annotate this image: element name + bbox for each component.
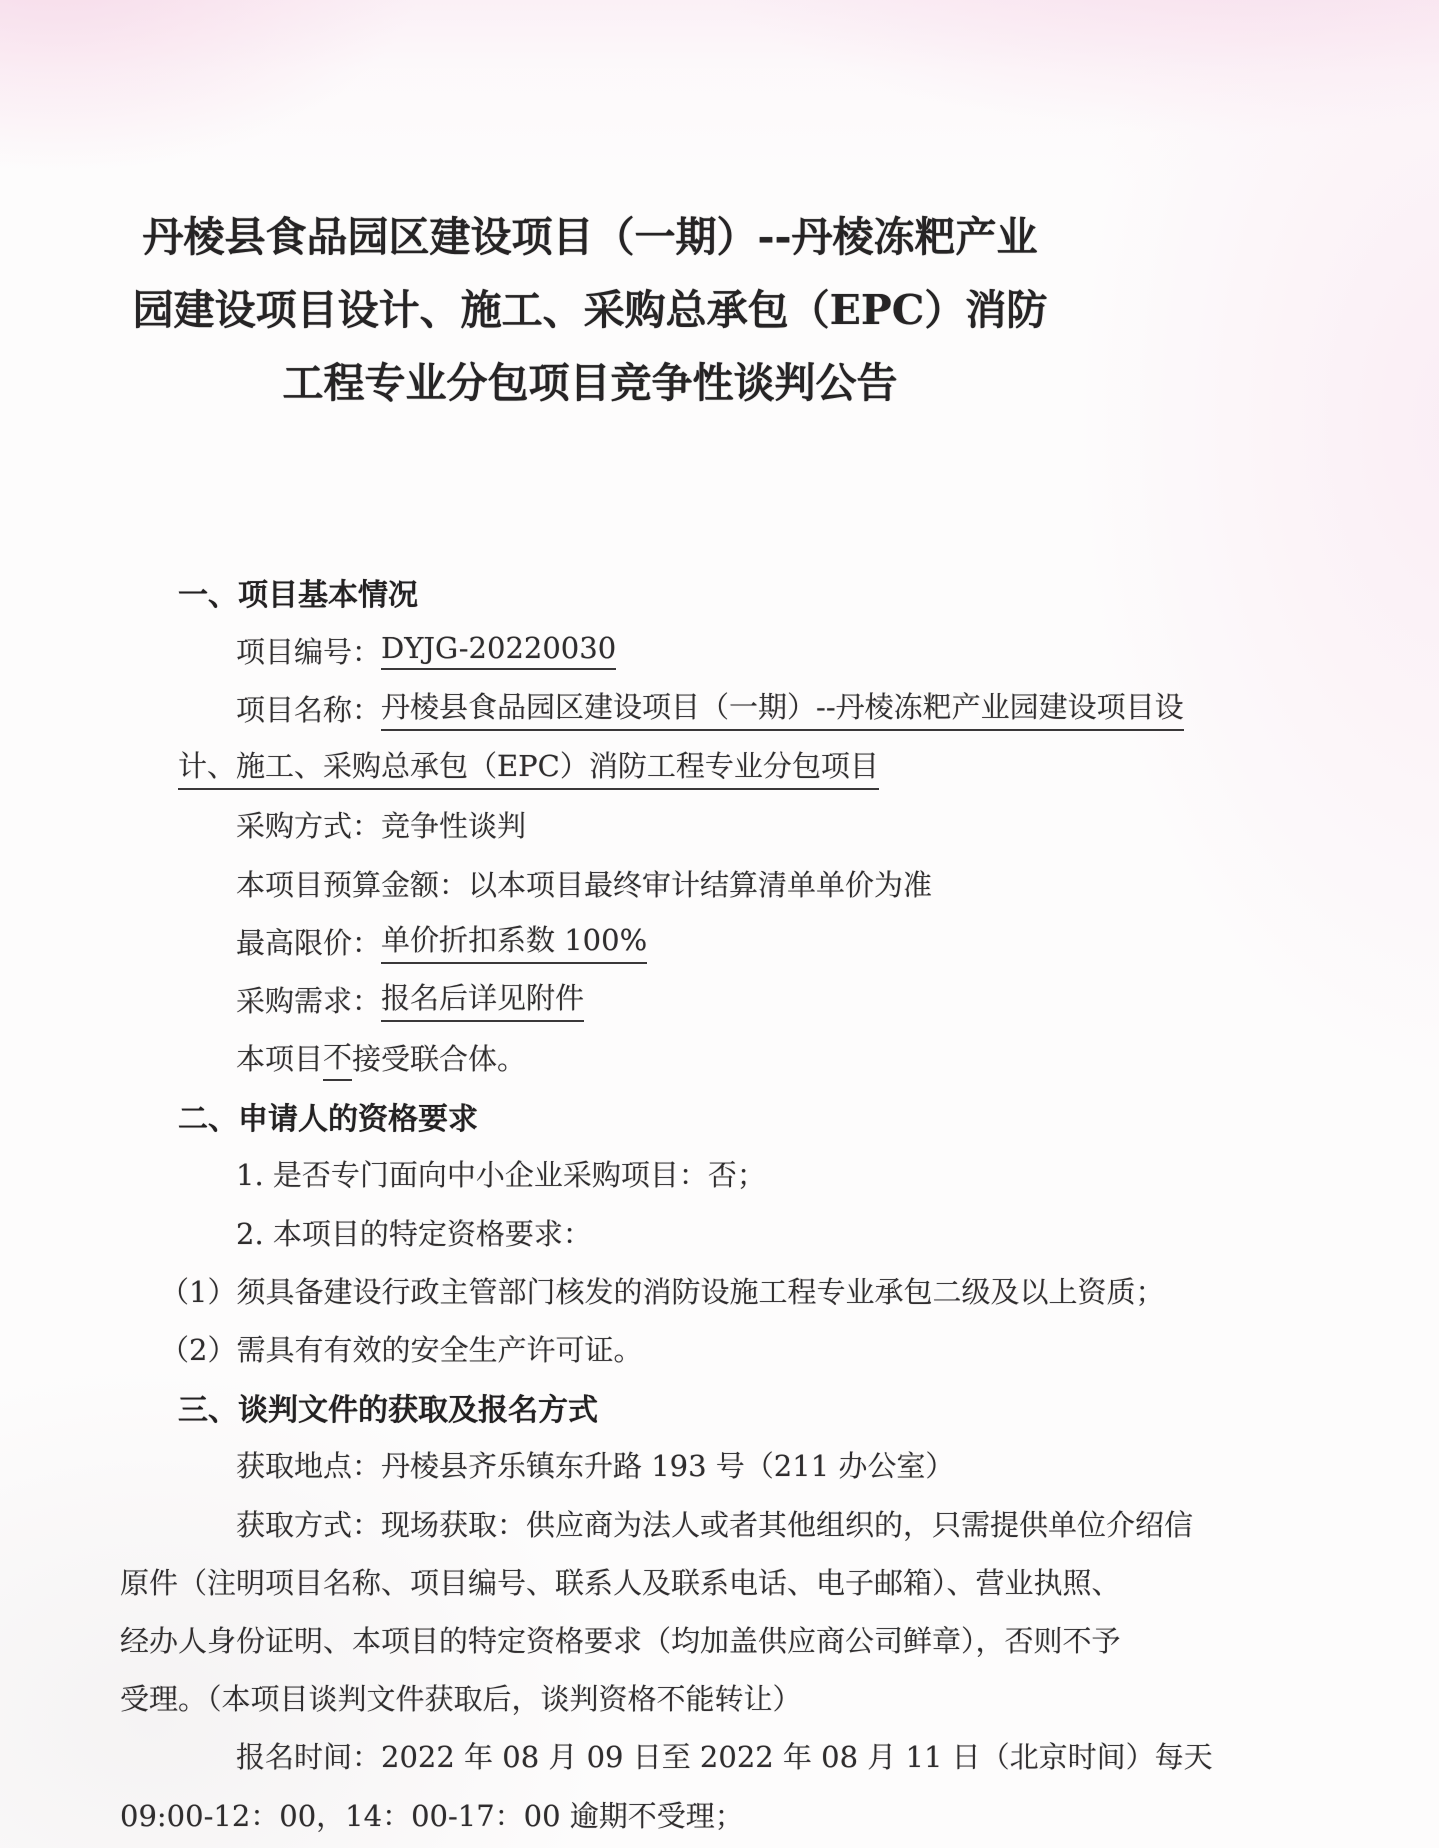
- specific-qualification-line: [0, 1203, 1439, 1261]
- qualification-item-2-line: [0, 1319, 1439, 1377]
- consortium-line-underlined-value: 不: [323, 1035, 352, 1081]
- obtain-location-line-text: 获取地点：丹棱县齐乐镇东升路 193 号（211 办公室）: [236, 1449, 955, 1484]
- project-name-line-2: [0, 738, 1439, 796]
- qualification-item-1-line: [0, 1261, 1439, 1319]
- procurement-method-line-text: 采购方式：竞争性谈判: [236, 809, 527, 844]
- project-number-line: [0, 621, 1439, 679]
- consortium-line-text: 接受联合体。: [352, 1042, 527, 1077]
- project-name-line-1-underlined-value: 丹棱县食品园区建设项目（一期）--丹棱冻粑产业园建设项目设: [381, 685, 1184, 731]
- title-line-2: 园建设项目设计、施工、采购总承包（EPC）消防: [132, 286, 1048, 334]
- obtain-method-line-4: [0, 1669, 1439, 1727]
- obtain-method-line-2: [0, 1552, 1439, 1610]
- consortium-line-text: 本项目: [236, 1042, 324, 1077]
- obtain-method-line-3-text: 经办人身份证明、本项目的特定资格要求（均加盖供应商公司鲜章），否则不予: [120, 1623, 1121, 1658]
- budget-line: [0, 854, 1439, 912]
- procurement-demand-line: [0, 970, 1439, 1028]
- section-2-heading-text: 二、申请人的资格要求: [178, 1101, 478, 1137]
- project-number-line-text: 项目编号：: [236, 634, 382, 669]
- section-1-heading: [0, 563, 1439, 621]
- project-name-line-1-text: 项目名称：: [236, 692, 382, 727]
- title-line-1: 丹棱县食品园区建设项目（一期）--丹棱冻粑产业: [142, 213, 1038, 261]
- document-title: [120, 201, 1060, 420]
- specific-qualification-line-text: 2. 本项目的特定资格要求：: [236, 1216, 592, 1251]
- procurement-demand-line-text: 采购需求：: [236, 983, 382, 1018]
- section-3-heading-text: 三、谈判文件的获取及报名方式: [178, 1392, 598, 1428]
- budget-line-text: 本项目预算金额：以本项目最终审计结算清单单价为准: [236, 867, 933, 902]
- procurement-method-line: [0, 796, 1439, 854]
- obtain-method-line-4-text: 受理。（本项目谈判文件获取后，谈判资格不能转让）: [120, 1682, 802, 1717]
- price-cap-line-text: 最高限价：: [236, 925, 382, 960]
- registration-time-line-2-text: 09:00-12：00，14：00-17：00 逾期不受理；: [120, 1798, 744, 1833]
- obtain-method-line-2-text: 原件（注明项目名称、项目编号、联系人及联系电话、电子邮箱）、营业执照、: [120, 1565, 1121, 1600]
- sme-line: [0, 1145, 1439, 1203]
- obtain-method-line-1-text: 获取方式：现场获取：供应商为法人或者其他组织的，只需提供单位介绍信: [236, 1507, 1194, 1542]
- registration-time-line-1: [0, 1727, 1439, 1785]
- registration-time-line-2: [0, 1785, 1439, 1843]
- price-cap-line: [0, 912, 1439, 970]
- title-line-3: 工程专业分包项目竞争性谈判公告: [282, 359, 898, 407]
- qualification-item-1-line-text: （1）须具备建设行政主管部门核发的消防设施工程专业承包二级及以上资质；: [160, 1274, 1165, 1309]
- project-name-line-1: [0, 679, 1439, 737]
- qualification-item-2-line-text: （2）需具有有效的安全生产许可证。: [160, 1333, 643, 1368]
- project-number-line-underlined-value: DYJG-20220030: [381, 631, 616, 670]
- obtain-method-line-1: [0, 1494, 1439, 1552]
- consortium-line: [0, 1029, 1439, 1087]
- section-1-heading-text: 一、项目基本情况: [178, 578, 418, 614]
- section-3-heading: [0, 1378, 1439, 1436]
- price-cap-line-underlined-value: 单价折扣系数 100%: [381, 918, 647, 964]
- project-name-line-2-underlined-value: 计、施工、采购总承包（EPC）消防工程专业分包项目: [178, 744, 879, 790]
- obtain-location-line: [0, 1436, 1439, 1494]
- sme-line-text: 1. 是否专门面向中小企业采购项目：否；: [236, 1158, 766, 1193]
- obtain-method-line-3: [0, 1610, 1439, 1668]
- document-body: [0, 563, 1439, 1843]
- procurement-demand-line-underlined-value: 报名后详见附件: [381, 976, 584, 1022]
- section-2-heading: [0, 1087, 1439, 1145]
- registration-time-line-1-text: 报名时间：2022 年 08 月 09 日至 2022 年 08 月 11 日（北京时间）每天: [236, 1740, 1213, 1775]
